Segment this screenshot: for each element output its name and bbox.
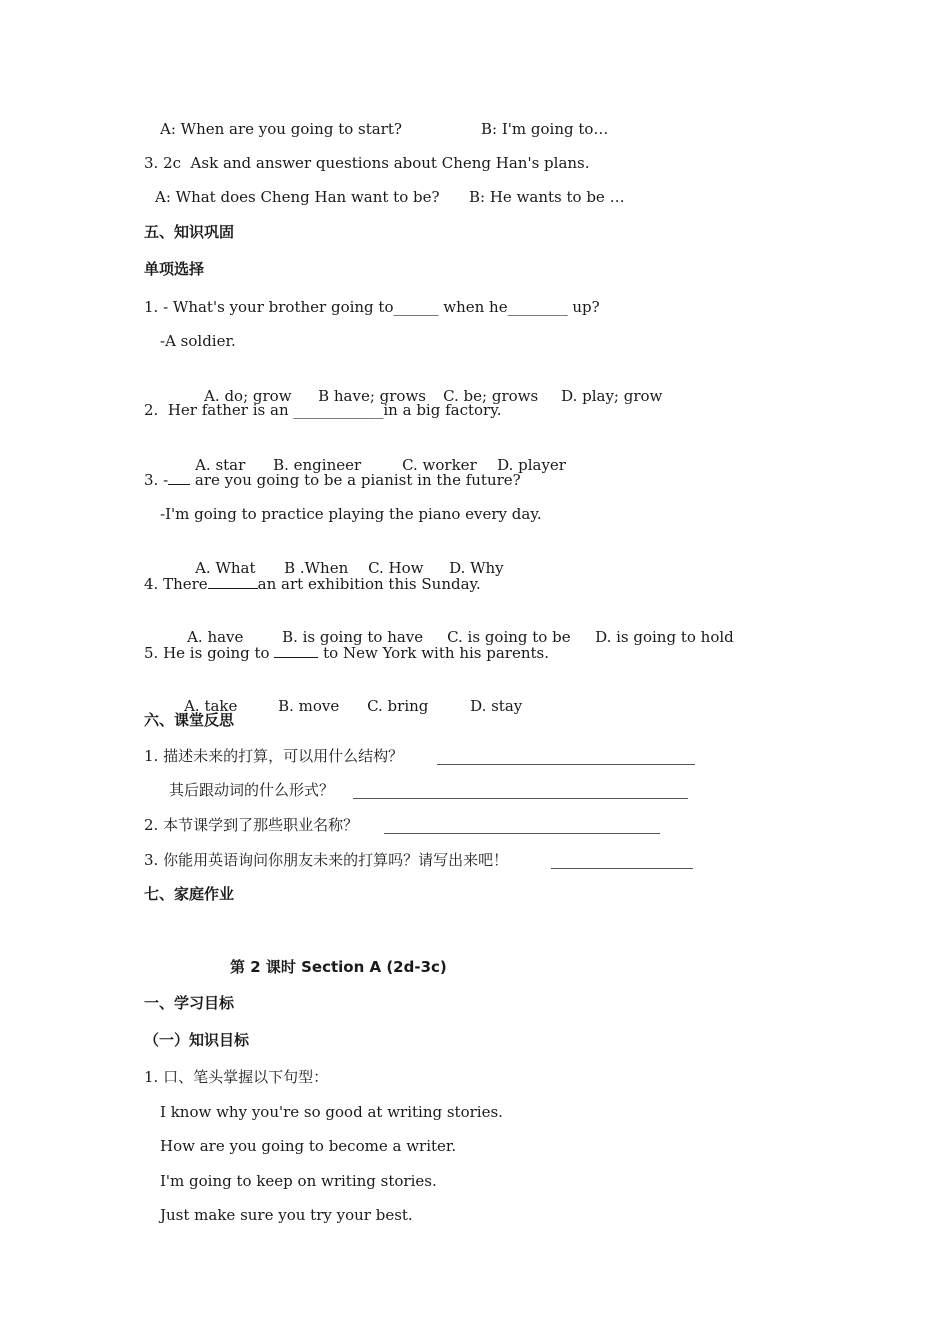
lesson2-knowledge-subtitle: （一）知识目标 (144, 1031, 250, 1049)
reflection-q1b-answer-line[interactable] (353, 798, 688, 799)
question-1-reply: -A soldier. (160, 332, 236, 350)
q4-option-c: C. is going to be (447, 628, 571, 646)
q4-option-d: D. is going to hold (595, 628, 734, 646)
q3-option-c: C. How (368, 559, 424, 577)
q5-stem-post: to New York with his parents. (318, 644, 549, 662)
q1-option-a: A. do; grow (204, 387, 292, 405)
lesson2-objectives-title: 一、学习目标 (144, 994, 235, 1012)
q5-blank (274, 642, 318, 658)
q1-option-b: B have; grows (318, 387, 426, 405)
q3-stem-pre: 3. - (144, 471, 169, 489)
reflection-q1: 1. 描述未来的打算，可以用什么结构？ (144, 747, 404, 765)
reflection-q2: 2. 本节课学到了那些职业名称？ (144, 816, 359, 834)
q4-stem-pre: 4. There (144, 575, 208, 593)
question-4-stem (144, 573, 481, 594)
question-3-stem (144, 469, 521, 490)
q5-option-b: B. move (278, 697, 340, 715)
sentence-1: I know why you're so good at writing stories. (160, 1103, 503, 1121)
q5-stem-pre: 5. He is going to (144, 644, 275, 662)
q4-stem-post: an art exhibition this Sunday. (257, 575, 481, 593)
q2-option-b: B. engineer (273, 456, 362, 474)
reflection-q3-answer-line[interactable] (551, 868, 693, 869)
section5-title: 五、知识巩固 (144, 223, 235, 241)
dialog2-line-b: B: He wants to be … (469, 188, 625, 206)
reflection-q1-answer-line[interactable] (437, 764, 695, 765)
dialog-line-a (160, 119, 402, 139)
q5-option-d: D. stay (470, 697, 523, 715)
q4-option-a: A. have (187, 628, 244, 646)
q5-option-c: C. bring (367, 697, 429, 715)
question-3-reply: -I'm going to practice playing the piano every day. (160, 505, 542, 523)
sentence-4: Just make sure you try your best. (160, 1206, 413, 1224)
q1-option-c: C. be; grows (443, 387, 539, 405)
q3-option-d: D. Why (449, 559, 504, 577)
q3-option-a: A. What (195, 559, 256, 577)
q3-option-b: B .When (284, 559, 349, 577)
question-1-stem: 1. - What's your brother going to______ when he________ up? (144, 298, 600, 316)
lesson2-heading: 第 2 课时 Section A (2d-3c) (230, 958, 447, 976)
sentence-3: I'm going to keep on writing stories. (160, 1172, 437, 1190)
question-5-stem (144, 642, 549, 663)
q3-stem-post: are you going to be a pianist in the future? (190, 471, 521, 489)
section6-title: 六、课堂反思 (144, 711, 235, 729)
q4-blank (208, 573, 258, 589)
q4-option-b: B. is going to have (282, 628, 424, 646)
q2-option-d: D. player (497, 456, 566, 474)
lesson2-item-1: 1. 口、笔头掌握以下句型： (144, 1068, 329, 1086)
dialog-b-text: B: I'm going to… (481, 120, 609, 138)
q5-option-a: A. take (184, 697, 238, 715)
section5-subtitle: 单项选择 (144, 260, 205, 278)
q2-option-a: A. star (195, 456, 246, 474)
sentence-2: How are you going to become a writer. (160, 1137, 457, 1155)
item-2c: 3. 2c Ask and answer questions about Cheng Han's plans. (144, 154, 590, 172)
q3-blank (168, 469, 190, 485)
reflection-q3: 3. 你能用英语询问你朋友未来的打算吗？请写出来吧！ (144, 851, 509, 869)
reflection-q2-answer-line[interactable] (384, 833, 660, 834)
q2-option-c: C. worker (402, 456, 477, 474)
dialog-a-text: A: When are you going to start? (160, 120, 402, 138)
q1-option-d: D. play; grow (561, 387, 663, 405)
dialog-line-b (481, 119, 608, 139)
dialog2-line-a: A: What does Cheng Han want to be? (155, 188, 440, 206)
question-2-stem: 2. Her father is an ____________in a big factory. (144, 401, 502, 419)
reflection-q1b: 其后跟动词的什么形式？ (169, 781, 335, 799)
section7-title: 七、家庭作业 (144, 885, 235, 903)
